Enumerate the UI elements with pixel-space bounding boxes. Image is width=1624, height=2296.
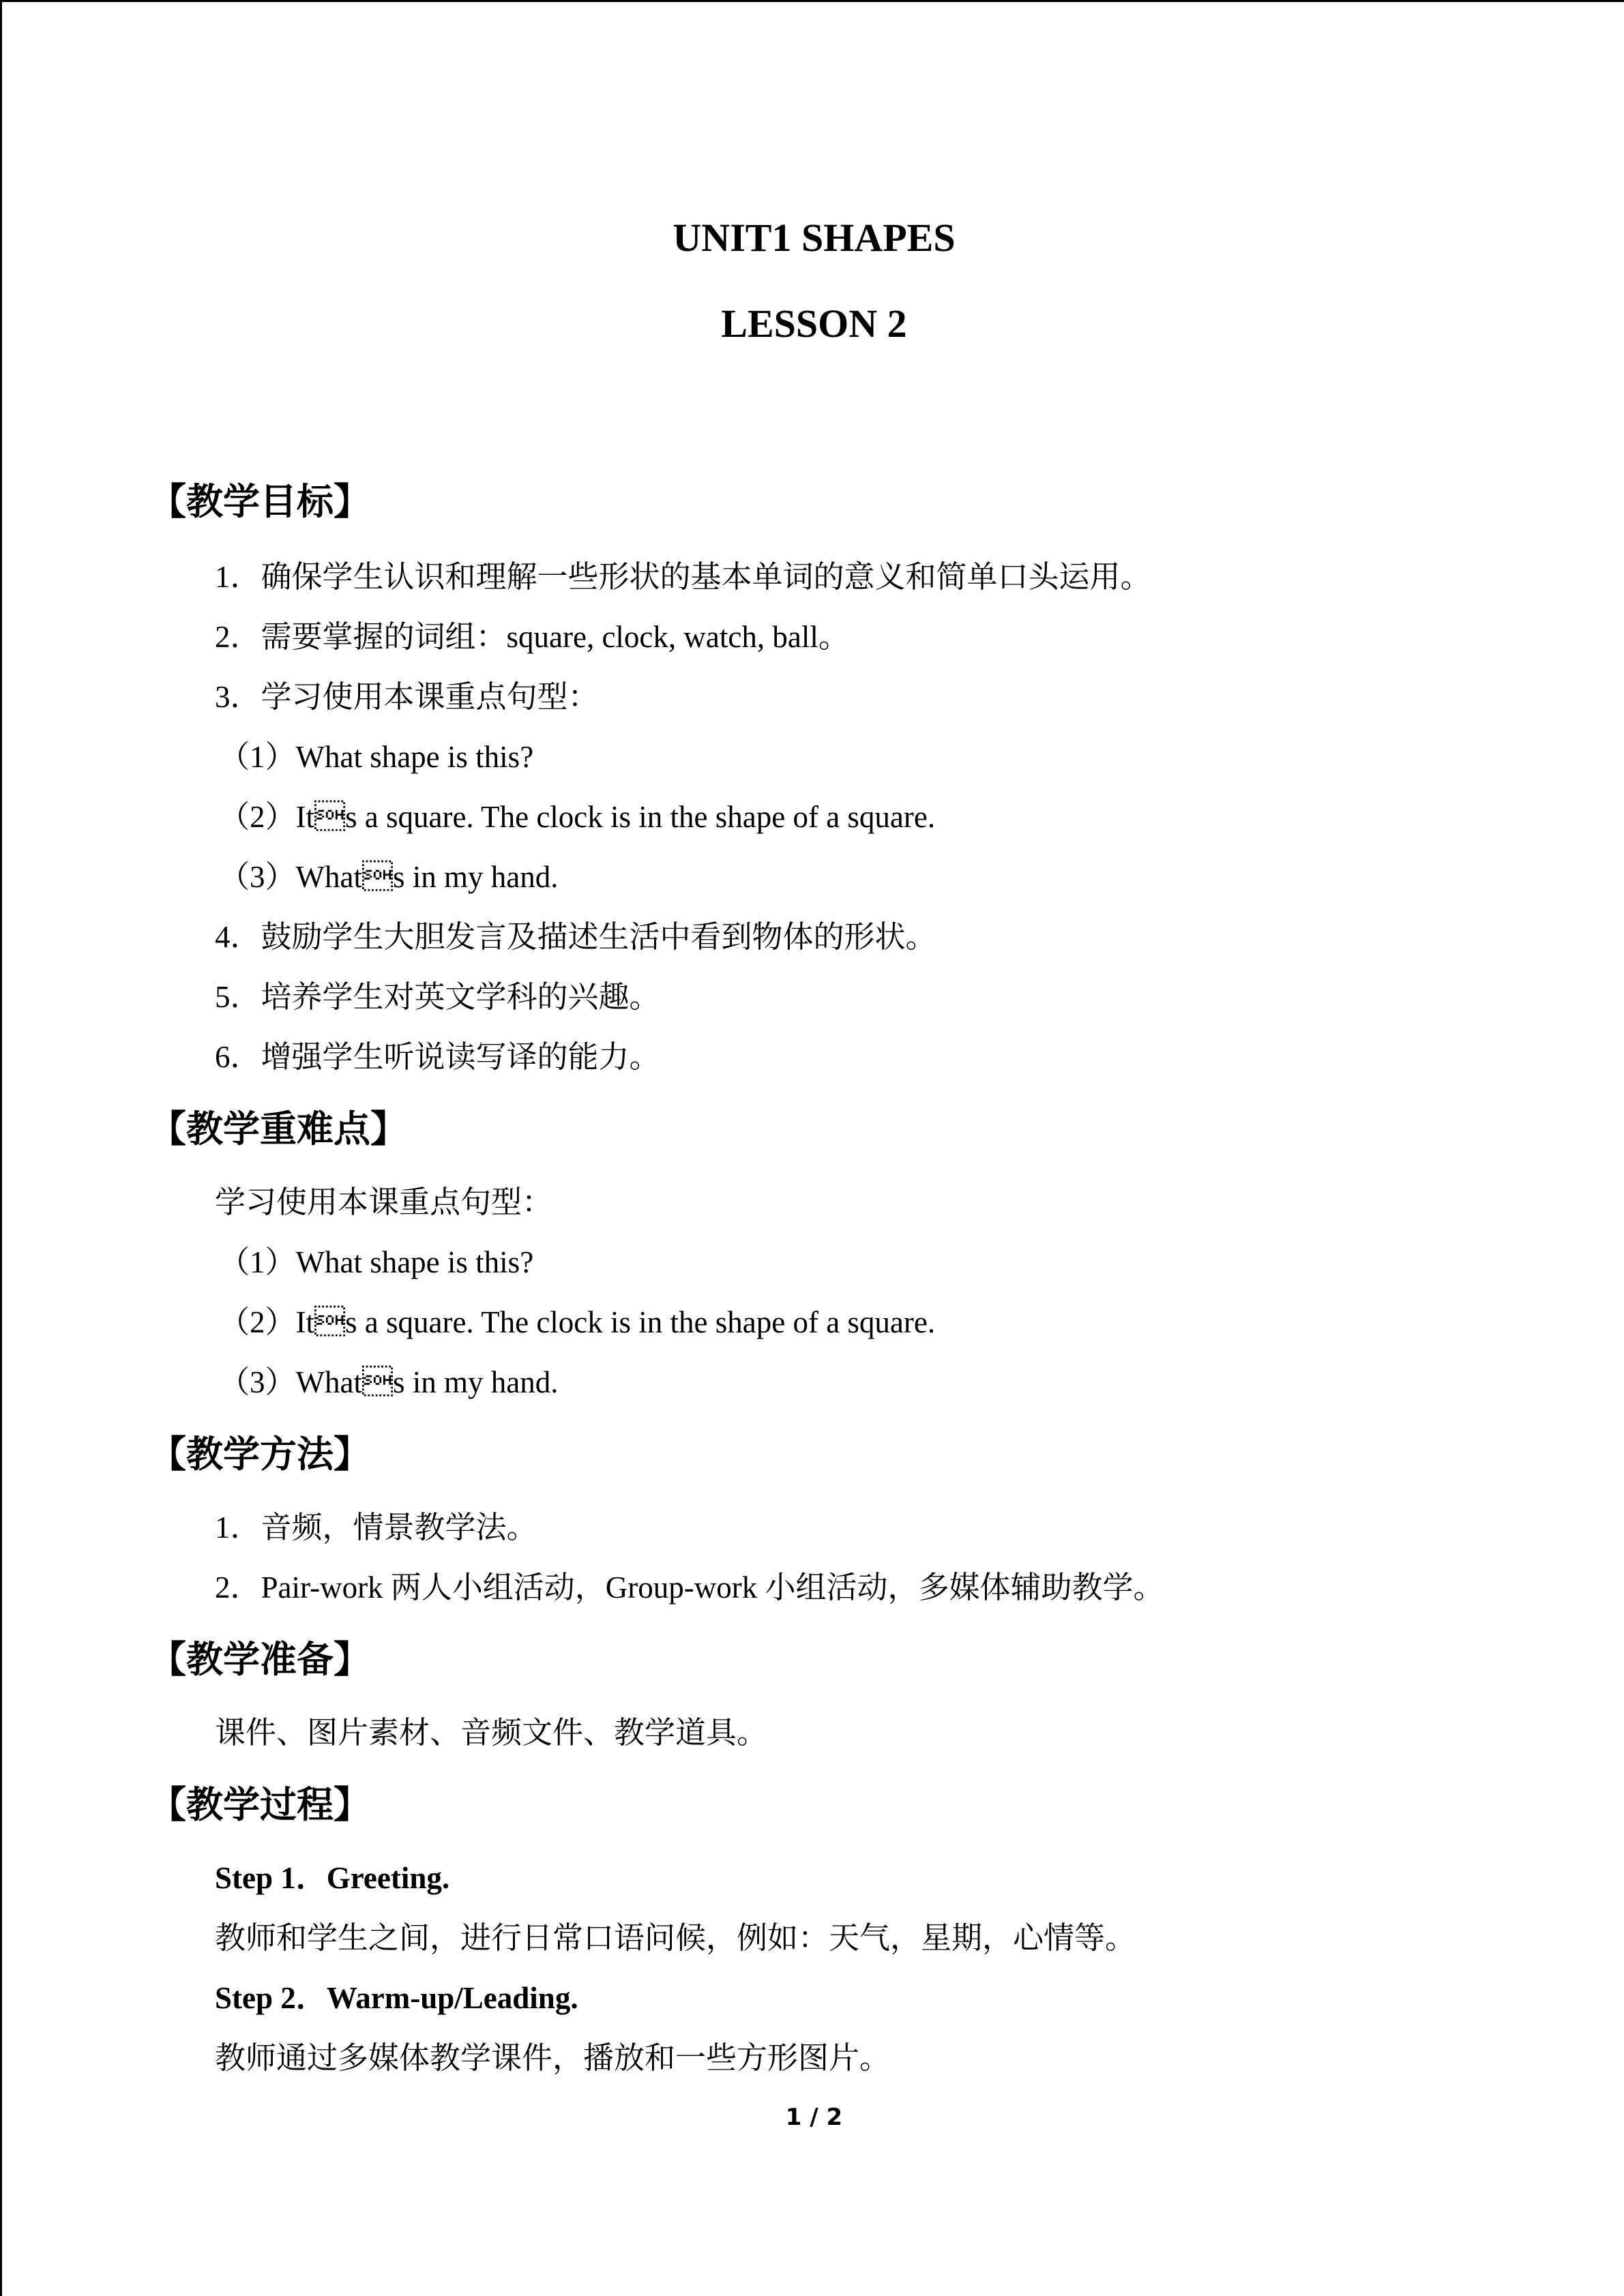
page-title: UNIT1 SHAPES	[673, 215, 956, 260]
method-item: 1．音频，情景教学法。	[215, 1510, 537, 1545]
section-heading-preparation: 【教学准备】	[149, 1638, 370, 1681]
objective-item: 3．学习使用本课重点句型：	[215, 680, 599, 714]
objective-item: 1．确保学生认识和理解一些形状的基本单词的意义和简单口头运用。	[215, 560, 1151, 594]
objective-item: （1）What shape is this?	[219, 740, 534, 774]
section-heading-objectives: 【教学目标】	[149, 480, 370, 523]
objective-item: （3）Whats in my hand.	[219, 860, 559, 894]
step-title: Step 2．Warm-up/Leading.	[215, 1981, 578, 2015]
section-heading-process: 【教学过程】	[149, 1783, 370, 1826]
objective-item: 2．需要掌握的词组：square, clock, watch, ball。	[215, 620, 849, 654]
section-heading-methods: 【教学方法】	[149, 1433, 370, 1476]
objective-item: （2）Its a square. The clock is in the shape of a square.	[219, 800, 936, 834]
objective-item: 4．鼓励学生大胆发言及描述生活中看到物体的形状。	[215, 920, 936, 954]
key-point-item: （2）Its a square. The clock is in the shape of a square.	[219, 1305, 936, 1339]
step-text: 教师通过多媒体教学课件，播放和一些方形图片。	[215, 2041, 891, 2075]
objective-item: 6．增强学生听说读写译的能力。	[215, 1040, 660, 1074]
key-point-item: 学习使用本课重点句型：	[215, 1185, 553, 1219]
key-point-item: （1）What shape is this?	[219, 1245, 534, 1279]
preparation-item: 课件、图片素材、音频文件、教学道具。	[215, 1716, 768, 1750]
key-point-item: （3）Whats in my hand.	[219, 1365, 559, 1399]
step-title: Step 1．Greeting.	[215, 1861, 450, 1895]
objective-item: 5．培养学生对英文学科的兴趣。	[215, 980, 660, 1014]
page-subtitle: LESSON 2	[721, 301, 907, 346]
section-heading-key-points: 【教学重难点】	[149, 1107, 407, 1150]
step-text: 教师和学生之间，进行日常口语问候，例如：天气，星期，心情等。	[215, 1921, 1136, 1955]
method-item: 2．Pair-work 两人小组活动，Group-work 小组活动，多媒体辅助教学。	[215, 1570, 1164, 1605]
page-number: 1 / 2	[785, 2104, 843, 2131]
